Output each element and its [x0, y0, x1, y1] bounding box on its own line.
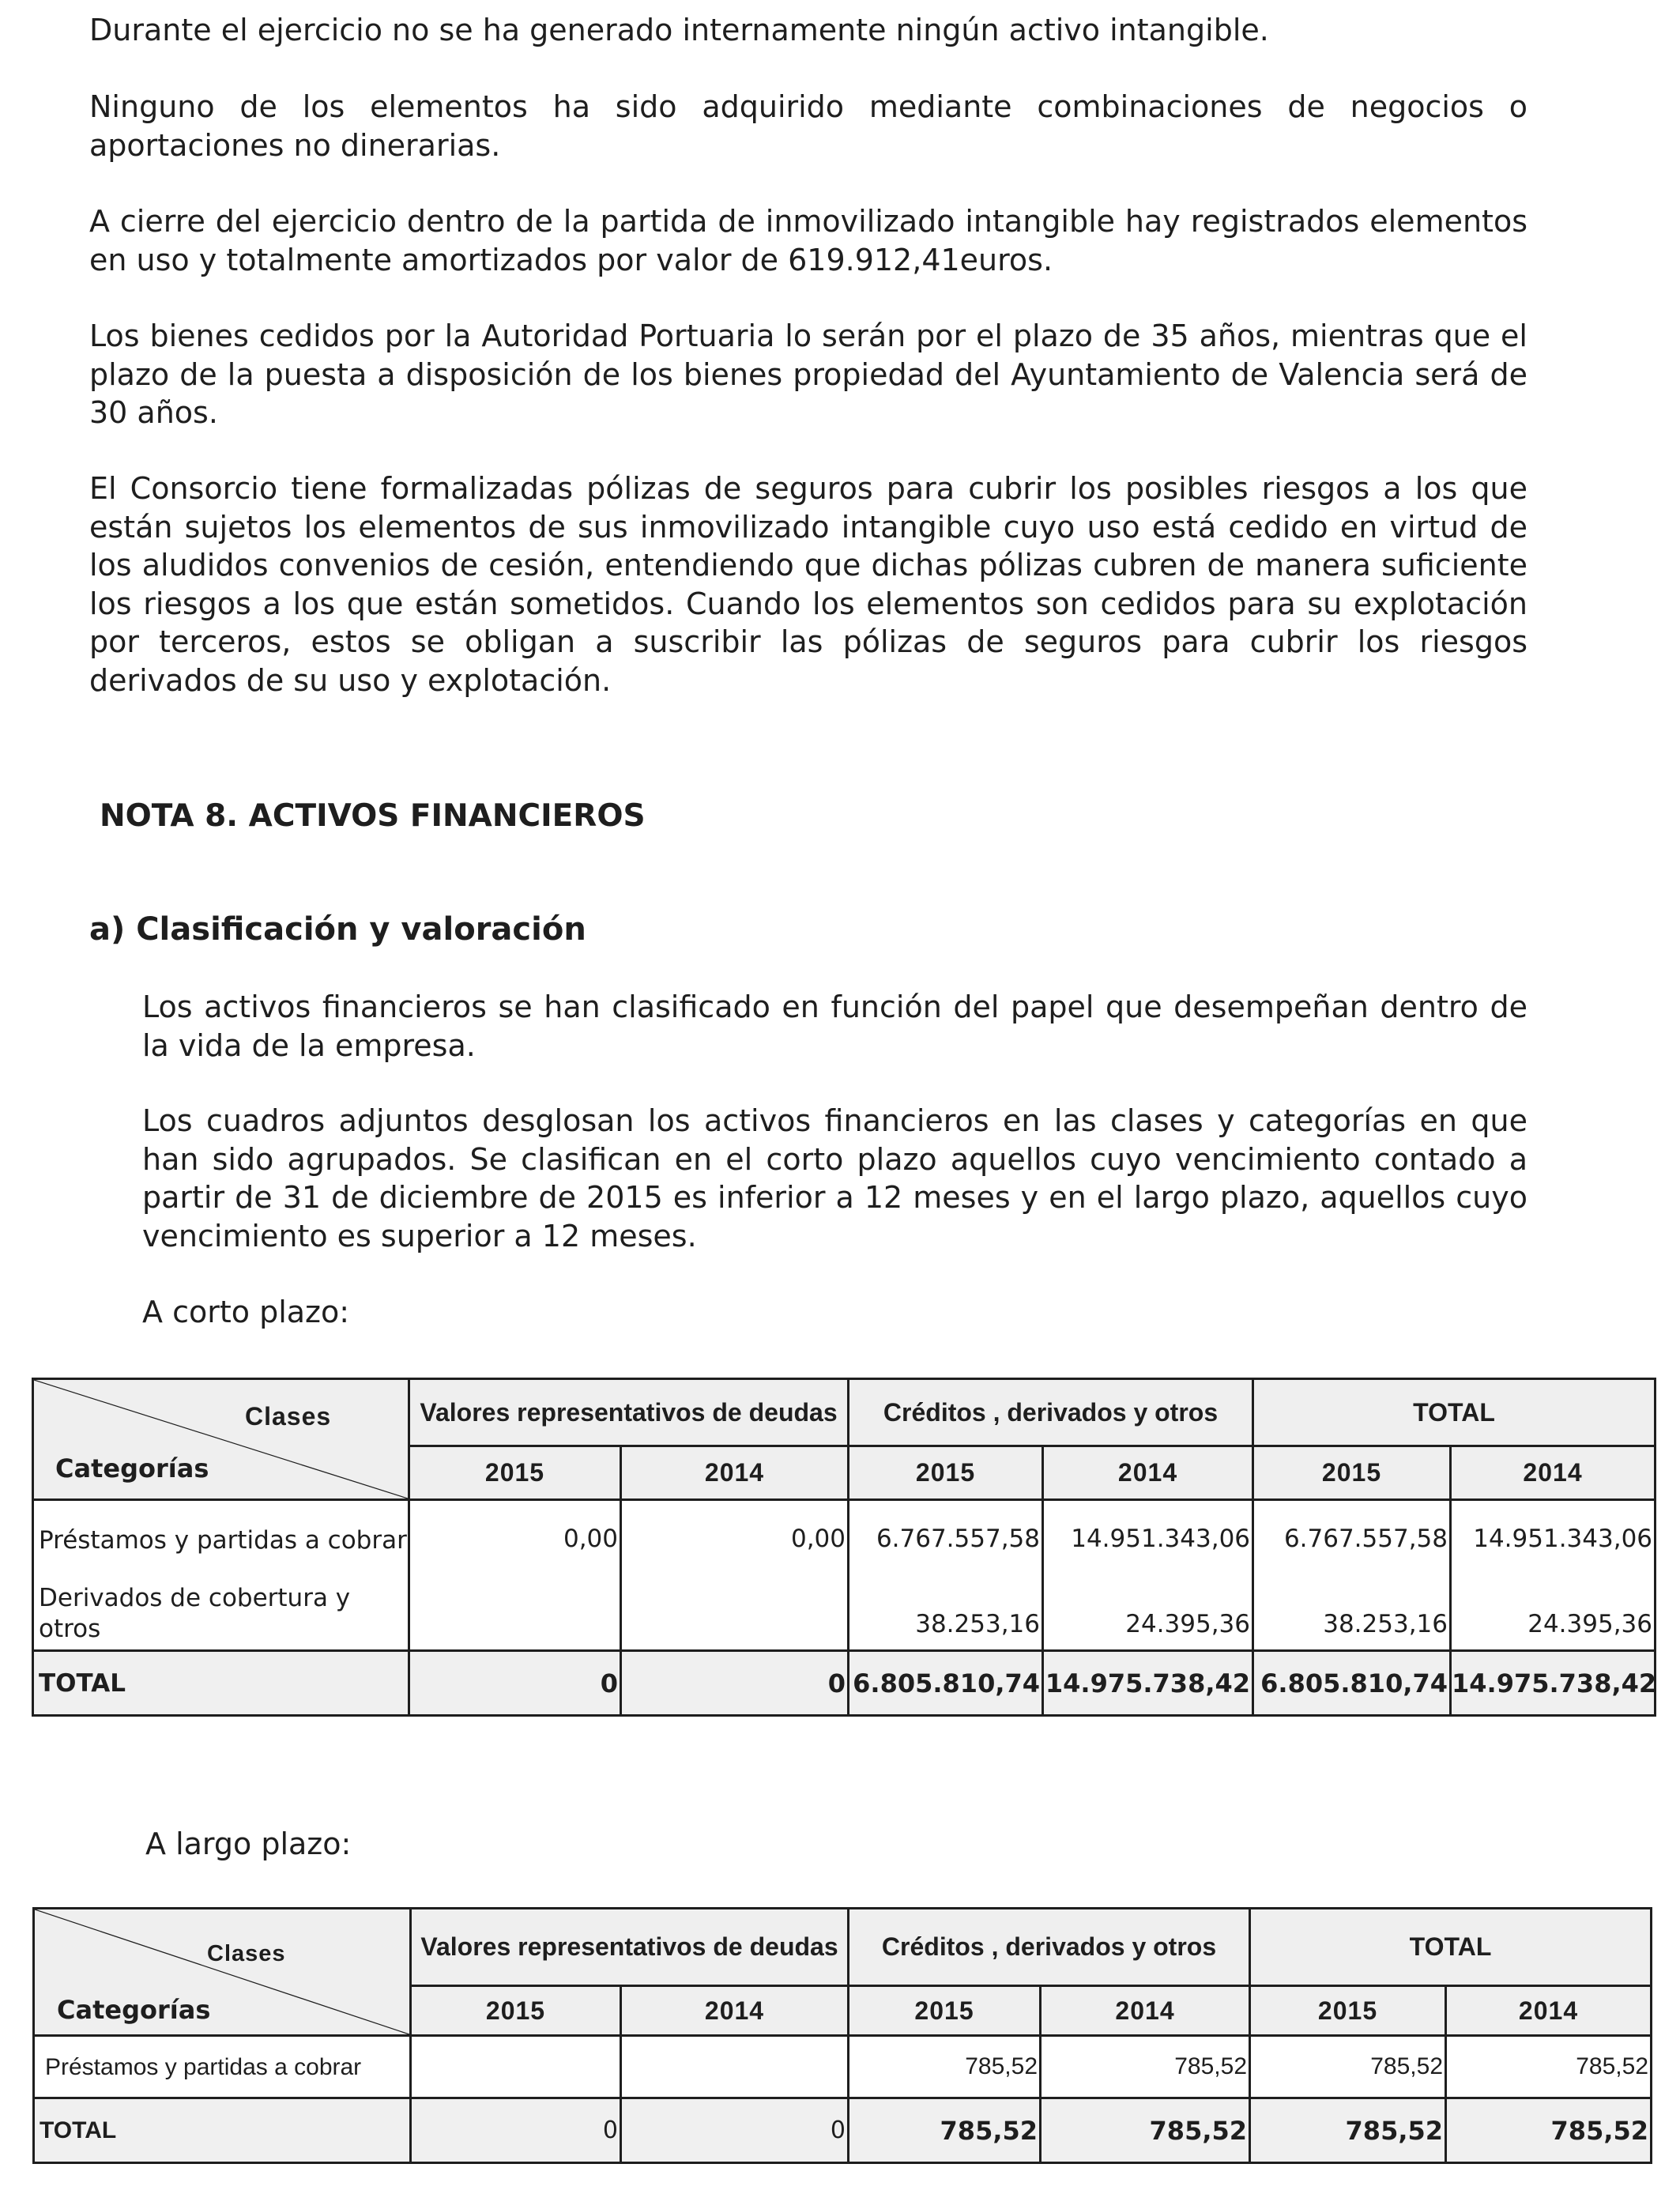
cell-value: 38.253,16	[1253, 1578, 1451, 1651]
total-value: 6.805.810,74	[849, 1651, 1043, 1716]
total-value: 785,52	[1250, 2098, 1446, 2163]
cell-value: 785,52	[1041, 2036, 1250, 2098]
total-value: 785,52	[1446, 2098, 1652, 2163]
total-value: 14.975.738,42	[1043, 1651, 1253, 1716]
cell-value	[411, 2036, 621, 2098]
cell-value: 24.395,36	[1043, 1578, 1253, 1651]
cell-value: 6.767.557,58	[1253, 1500, 1451, 1578]
paragraph-acquisition: Ninguno de los elementos ha sido adquirido mediante combinaciones de negocios o aportaciones no dinerarias.	[89, 89, 1527, 163]
short-term-table	[32, 1378, 1656, 1717]
clases-label: Clases	[245, 1402, 332, 1431]
year-header: 2015	[1253, 1446, 1451, 1500]
header-diagonal-cell	[33, 1379, 409, 1500]
header-creditos: Créditos , derivados y otros	[849, 1909, 1250, 1986]
paragraph-ceded-assets: Los bienes cedidos por la Autoridad Portuaria lo serán por el plazo de 35 años, mientras que el plazo de la puesta a disposición de los bienes propiedad del Ayuntamiento de Valencia será de 30 años.	[89, 319, 1527, 430]
header-creditos: Créditos , derivados y otros	[849, 1379, 1253, 1446]
row-label: Préstamos y partidas a cobrar	[33, 1500, 409, 1578]
year-header: 2015	[411, 1986, 621, 2036]
cell-value: 0,00	[409, 1500, 621, 1578]
section-heading: a) Clasificación y valoración	[89, 911, 586, 948]
total-value: 6.805.810,74	[1253, 1651, 1451, 1716]
clases-label: Clases	[207, 1941, 286, 1966]
paragraph-amortized: A cierre del ejercicio dentro de la partida de inmovilizado intangible hay registrados elementos en uso y totalmente amortizados por valor de 619.912,41euros.	[89, 204, 1527, 277]
short-term-label: A corto plazo:	[142, 1295, 350, 1329]
year-header: 2014	[1451, 1446, 1656, 1500]
header-total: TOTAL	[1250, 1909, 1652, 1986]
total-row	[33, 1651, 1656, 1716]
total-value: 14.975.738,42	[1451, 1651, 1656, 1716]
categorias-label: Categorías	[55, 1453, 209, 1483]
year-header: 2014	[621, 1446, 849, 1500]
year-header: 2014	[621, 1986, 849, 2036]
total-value: 0	[411, 2098, 621, 2163]
cell-value: 785,52	[849, 2036, 1041, 2098]
paragraph-insurance: El Consorcio tiene formalizadas pólizas de seguros para cubrir los posibles riesgos a los que están sujetos los elementos de sus inmovilizado intangible cuyo uso está cedido en virtud de los aludidos convenios de cesión, entendiendo que dichas pólizas cubren de manera suficiente los riesgos a los que están sometidos. Cuando los elementos son cedidos para su explotación por terceros, estos se obligan a suscribir las pólizas de seguros para cubrir los riesgos derivados de su uso y explotación.	[89, 471, 1527, 698]
year-header: 2015	[849, 1986, 1041, 2036]
year-header: 2014	[1043, 1446, 1253, 1500]
long-term-table	[32, 1907, 1652, 2164]
year-header: 2015	[409, 1446, 621, 1500]
row-label: Préstamos y partidas a cobrar	[34, 2036, 411, 2098]
total-value: 0	[409, 1651, 621, 1716]
cell-value: 14.951.343,06	[1043, 1500, 1253, 1578]
total-row	[34, 2098, 1652, 2163]
paragraph-intangible-internal: Durante el ejercicio no se ha generado internamente ningún activo intangible.	[89, 13, 1269, 47]
total-value: 0	[621, 1651, 849, 1716]
table-row	[34, 2036, 1652, 2098]
long-term-label: A largo plazo:	[145, 1826, 352, 1861]
cell-value: 38.253,16	[849, 1578, 1043, 1651]
total-label: TOTAL	[34, 2098, 411, 2163]
header-valores: Valores representativos de deudas	[409, 1379, 849, 1446]
paragraph-tables-description: Los cuadros adjuntos desglosan los activos financieros en las clases y categorías en que han sido agrupados. Se clasifican en el corto plazo aquellos cuyo vencimiento contado a partir de 31 de diciembre de 2015 es inferior a 12 meses y en el largo plazo, aquellos cuyo vencimiento es superior a 12 meses.	[142, 1103, 1527, 1253]
total-value: 785,52	[849, 2098, 1041, 2163]
header-valores: Valores representativos de deudas	[411, 1909, 849, 1986]
year-header: 2014	[1041, 1986, 1250, 2036]
cell-value: 6.767.557,58	[849, 1500, 1043, 1578]
cell-value	[621, 2036, 849, 2098]
note-title: NOTA 8. ACTIVOS FINANCIEROS	[100, 798, 646, 834]
total-value: 0	[621, 2098, 849, 2163]
year-header: 2015	[849, 1446, 1043, 1500]
year-header: 2015	[1250, 1986, 1446, 2036]
cell-value	[409, 1578, 621, 1651]
cell-value: 0,00	[621, 1500, 849, 1578]
cell-value: 14.951.343,06	[1451, 1500, 1656, 1578]
cell-value: 785,52	[1250, 2036, 1446, 2098]
total-label: TOTAL	[33, 1651, 409, 1716]
header-total: TOTAL	[1253, 1379, 1656, 1446]
table-row	[33, 1578, 1656, 1651]
table-row	[33, 1500, 1656, 1578]
categorias-label: Categorías	[57, 1995, 211, 2025]
year-header: 2014	[1446, 1986, 1652, 2036]
row-label: Derivados de cobertura y otros	[33, 1578, 409, 1651]
cell-value: 24.395,36	[1451, 1578, 1656, 1651]
cell-value	[621, 1578, 849, 1651]
total-value: 785,52	[1041, 2098, 1250, 2163]
paragraph-classification: Los activos financieros se han clasificado en función del papel que desempeñan dentro de la vida de la empresa.	[142, 990, 1527, 1063]
cell-value: 785,52	[1446, 2036, 1652, 2098]
header-diagonal-cell	[34, 1909, 411, 2036]
